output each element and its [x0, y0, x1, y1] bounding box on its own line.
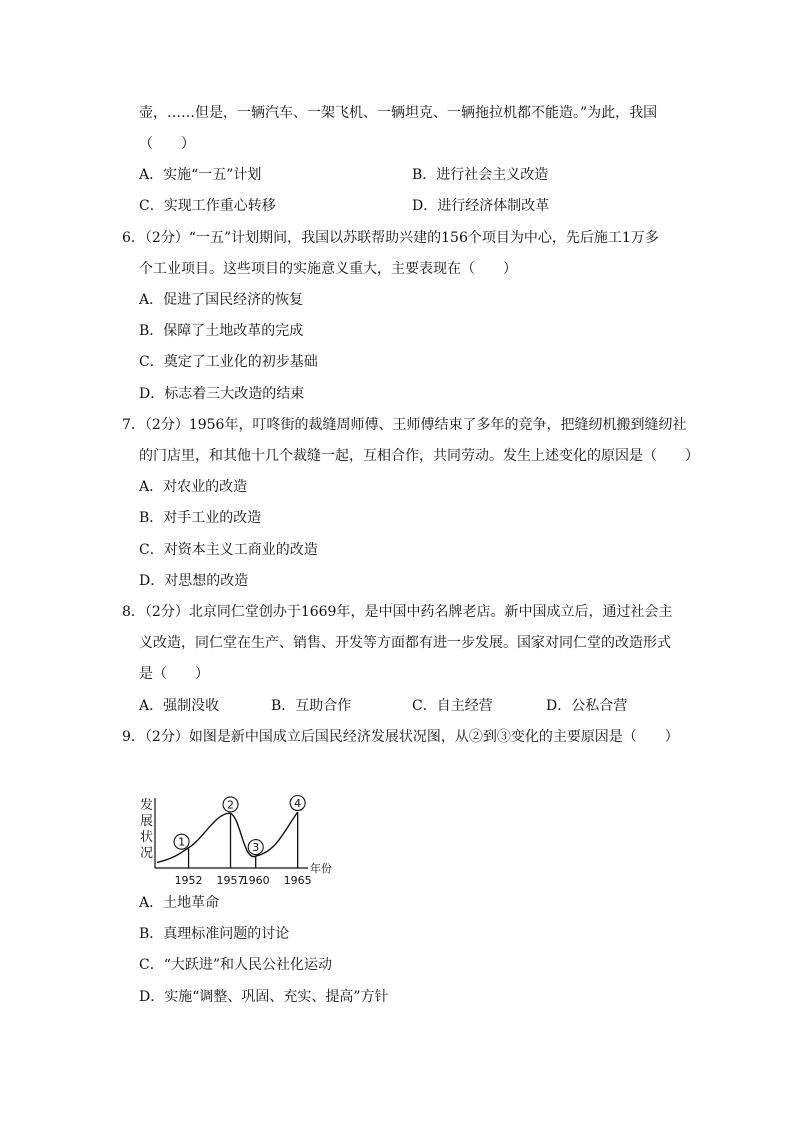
x-axis-label: 年份: [310, 862, 332, 875]
economic-development-chart: [138, 792, 348, 890]
point-label: 4: [294, 797, 302, 810]
y-axis-label-char: 展: [140, 814, 154, 829]
q6-stem-line1: 6．（2分）“一五”计划期间，我国以苏联帮助兴建的156个项目为中心，先后施工1万多: [122, 230, 659, 246]
q8-option-a[interactable]: A．强制没收: [139, 698, 220, 714]
q6-option-b[interactable]: B．保障了土地改革的完成: [139, 323, 304, 339]
q8-option-d[interactable]: D．公私合营: [546, 698, 628, 714]
q6-option-c[interactable]: C．奠定了工业化的初步基础: [139, 354, 318, 370]
q7-stem-line2: 的门店里，和其他十几个裁缝一起，互相合作，共同劳动。发生上述变化的原因是（ ）: [139, 448, 699, 464]
q9-option-d[interactable]: D．实施“调整、巩固、充实、提高”方针: [139, 989, 389, 1005]
q6-stem-line2: 个工业项目。这些项目的实施意义重大，主要表现在（ ）: [139, 261, 517, 277]
q8-stem-line2: 义改造，同仁堂在生产、销售、开发等方面都有进一步发展。国家对同仁堂的改造形式: [139, 635, 671, 651]
q9-option-a[interactable]: A．土地革命: [139, 895, 220, 911]
q6-option-a[interactable]: A．促进了国民经济的恢复: [139, 292, 304, 308]
q9-option-c[interactable]: C．“大跃进”和人民公社化运动: [139, 957, 333, 973]
q7-option-c[interactable]: C．对资本主义工商业的改造: [139, 542, 318, 558]
y-axis-label-char: 况: [140, 846, 154, 861]
q5-option-b[interactable]: B．进行社会主义改造: [412, 167, 549, 183]
x-tick-label: 1957: [216, 874, 245, 887]
point-label: 2: [227, 798, 235, 812]
q8-stem-line1: 8．（2分）北京同仁堂创办于1669年，是中国中药名牌老店。新中国成立后，通过社会主: [122, 604, 673, 620]
q8-option-b[interactable]: B．互助合作: [271, 698, 352, 714]
x-tick-label: 1965: [283, 874, 312, 887]
q5-option-a[interactable]: A．实施“一五”计划: [139, 167, 262, 183]
q7-option-a[interactable]: A．对农业的改造: [139, 479, 248, 495]
x-tick-label: 1960: [241, 874, 270, 887]
x-tick-label: 1952: [174, 874, 203, 887]
q8-option-c[interactable]: C．自主经营: [412, 698, 493, 714]
q5-option-c[interactable]: C．实现工作重心转移: [139, 198, 276, 214]
y-axis-label-char: 发: [140, 798, 154, 813]
q7-stem-line1: 7．（2分）1956年，叮咚街的裁缝周师傅、王师傅结束了多年的竞争，把缝纫机搬到缝纫社: [122, 417, 687, 433]
q5-stem-line1: 壶，……但是，一辆汽车、一架飞机、一辆坦克、一辆拖拉机都不能造。”为此，我国: [139, 105, 658, 121]
point-label: 1: [178, 835, 186, 849]
q8-stem-line3: 是（ ）: [139, 666, 209, 682]
point-label: 3: [252, 841, 260, 855]
q7-option-b[interactable]: B．对手工业的改造: [139, 510, 262, 526]
q9-option-b[interactable]: B．真理标准问题的讨论: [139, 926, 290, 942]
q5-stem-line2: （ ）: [139, 136, 195, 152]
q9-stem-line1: 9．（2分）如图是新中国成立后国民经济发展状况图，从②到③变化的主要原因是（ ）: [122, 729, 679, 745]
y-axis-label-char: 状: [140, 830, 154, 845]
q7-option-d[interactable]: D．对思想的改造: [139, 573, 249, 589]
y-axis-label: [140, 798, 153, 861]
q6-option-d[interactable]: D．标志着三大改造的结束: [139, 386, 305, 402]
q5-option-d[interactable]: D．进行经济体制改革: [412, 198, 550, 214]
